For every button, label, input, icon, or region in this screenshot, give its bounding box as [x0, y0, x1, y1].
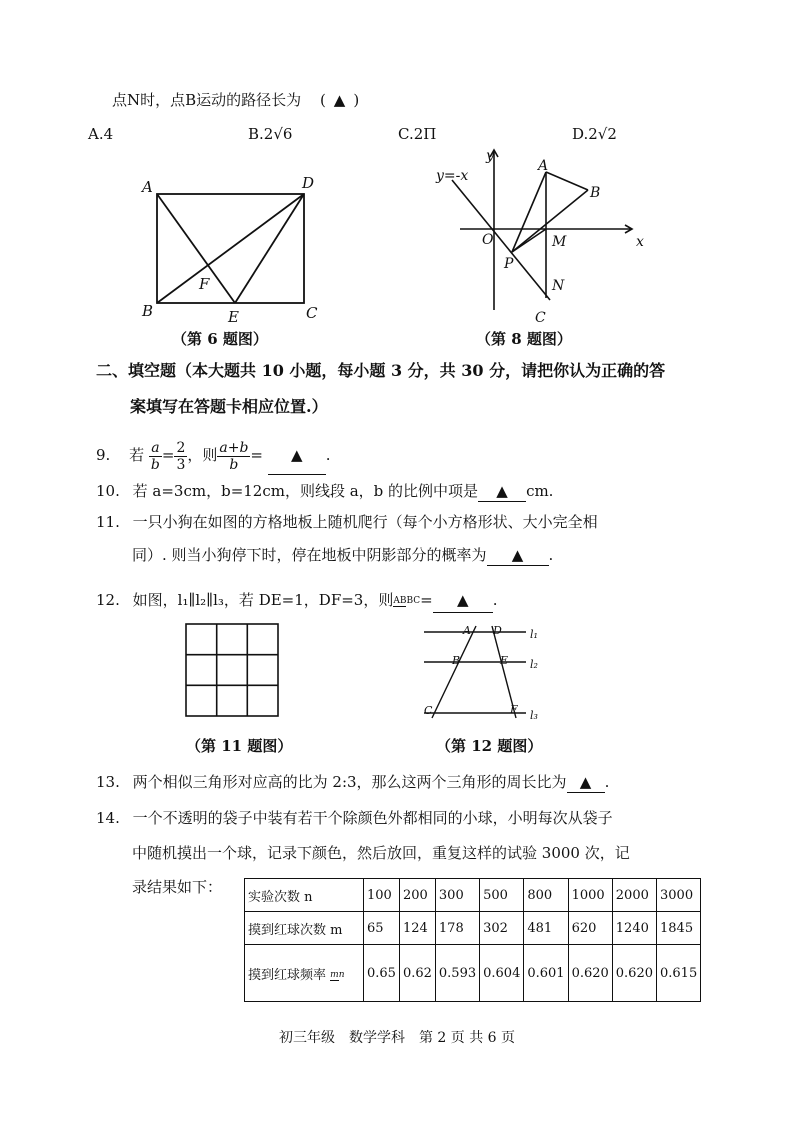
row-head-n: 实验次数 n	[245, 879, 364, 912]
table-row	[245, 879, 701, 912]
cell: 0.615	[657, 945, 701, 1002]
cell: 0.601	[524, 945, 568, 1002]
cell: 500	[480, 879, 524, 912]
q13: 13. 两个相似三角形对应高的比为 2:3，那么这两个三角形的周长比为 ▲ .	[96, 773, 610, 791]
fig8-caption: （第 8 题图）	[476, 330, 572, 348]
cell: 0.593	[435, 945, 479, 1002]
label-B12: B	[452, 654, 461, 667]
cell: 124	[399, 912, 435, 945]
cell: 0.620	[612, 945, 656, 1002]
label-C: C	[306, 304, 318, 322]
q8-tail-line: 点N时，点B运动的路径长为 ( ▲ )	[112, 91, 360, 109]
cell: 620	[568, 912, 612, 945]
cell: 302	[480, 912, 524, 945]
label-x: x	[636, 234, 644, 250]
label-F: F	[199, 275, 210, 293]
label-l1: l₁	[530, 628, 538, 641]
row-head-freq: 摸到红球频率 mn	[245, 945, 364, 1002]
cell: 1845	[657, 912, 701, 945]
q11-line1: 11. 一只小狗在如图的方格地板上随机爬行（每个小方格形状、大小完全相	[96, 513, 598, 531]
q9-frac-23: $\frac{2}{3}$	[176, 439, 186, 473]
cell: 100	[364, 879, 400, 912]
label-l3: l₃	[530, 709, 538, 722]
q14-line2: 中随机摸出一个球，记录下颜色，然后放回，重复这样的试验 3000 次，记	[132, 844, 630, 862]
label-M: M	[552, 234, 567, 250]
q9-frac-apb: $\frac{a+b}{b}$	[219, 439, 249, 473]
label-l2: l₂	[530, 658, 538, 671]
label-O: O	[482, 232, 494, 248]
label-F12: F	[510, 703, 518, 716]
label-B8: B	[590, 185, 601, 201]
label-B: B	[142, 302, 154, 320]
q14-line3: 录结果如下：	[132, 878, 223, 896]
cell: 1000	[568, 879, 612, 912]
page-footer: 初三年级 数学学科 第 2 页 共 6 页	[278, 1030, 516, 1046]
label-C12: C	[424, 704, 433, 717]
label-y: y	[486, 148, 494, 164]
cell: 65	[364, 912, 400, 945]
q14-line1: 14. 一个不透明的袋子中装有若干个除颜色外都相同的小球，小明每次从袋子	[96, 809, 613, 827]
q9-answer: ▲	[268, 436, 326, 475]
q10-answer: ▲	[478, 481, 526, 502]
row-head-m: 摸到红球次数 m	[245, 912, 364, 945]
option-d: D.2√2	[572, 125, 617, 143]
q13-answer: ▲	[567, 772, 605, 793]
label-E12: E	[500, 654, 509, 667]
table-row	[245, 945, 701, 1002]
q9-frac-ab: $\frac{a}{b}$	[150, 439, 160, 473]
table-row	[245, 912, 701, 945]
q10: 10. 若 a=3cm，b=12cm，则线段 a，b 的比例中项是 ▲ cm.	[96, 482, 554, 500]
cell: 0.65	[364, 945, 400, 1002]
label-P: P	[504, 256, 514, 272]
cell: 2000	[612, 879, 656, 912]
q14-table	[244, 878, 701, 1002]
cell: 3000	[657, 879, 701, 912]
cell: 800	[524, 879, 568, 912]
transversal-ac	[432, 626, 476, 718]
label-D12: D	[493, 624, 502, 637]
section2-line1: 二、填空题（本大题共 10 小题，每小题 3 分，共 30 分，请把你认为正确的答	[96, 361, 666, 380]
section2-line2: 案填写在答题卡相应位置.）	[130, 397, 328, 416]
q12-frac: ABBC	[393, 596, 421, 606]
cell: 0.604	[480, 945, 524, 1002]
label-line: y=-x	[436, 168, 469, 184]
q11-line2: 同）. 则当小狗停下时，停在地板中阴影部分的概率为 ▲ .	[132, 546, 554, 564]
fig12-caption: （第 12 题图）	[436, 737, 543, 755]
label-D: D	[302, 174, 315, 192]
cell: 178	[435, 912, 479, 945]
option-c: C.2Π	[398, 125, 437, 143]
cell: 1240	[612, 912, 656, 945]
q12-answer: ▲	[433, 588, 493, 613]
option-a: A.4	[88, 125, 114, 143]
cell: 0.620	[568, 945, 612, 1002]
q9: 9. 若 $\frac{a}{b}$ = $\frac{2}{3}$ ，则 $\frac{a+b}{b}$ = ▲ .	[96, 436, 331, 475]
cell: 0.62	[399, 945, 435, 1002]
label-A12: A	[463, 624, 471, 637]
label-A8: A	[538, 158, 549, 174]
label-N: N	[552, 278, 565, 294]
label-E: E	[228, 308, 239, 326]
q11-answer: ▲	[487, 545, 549, 566]
fig11-caption: （第 11 题图）	[186, 737, 293, 755]
fig6-caption: （第 6 题图）	[172, 330, 268, 348]
option-b: B.2√6	[248, 125, 293, 143]
cell: 200	[399, 879, 435, 912]
label-C8: C	[535, 310, 546, 326]
q8-answer: ▲	[333, 91, 346, 109]
cell: 300	[435, 879, 479, 912]
q8-tail-text: 点N时，点B运动的路径长为	[112, 91, 302, 109]
label-A: A	[142, 178, 153, 196]
cell: 481	[524, 912, 568, 945]
q12: 12. 如图，l₁∥l₂∥l₃，若 DE=1，DF=3，则ABBC= ▲ .	[96, 588, 498, 613]
